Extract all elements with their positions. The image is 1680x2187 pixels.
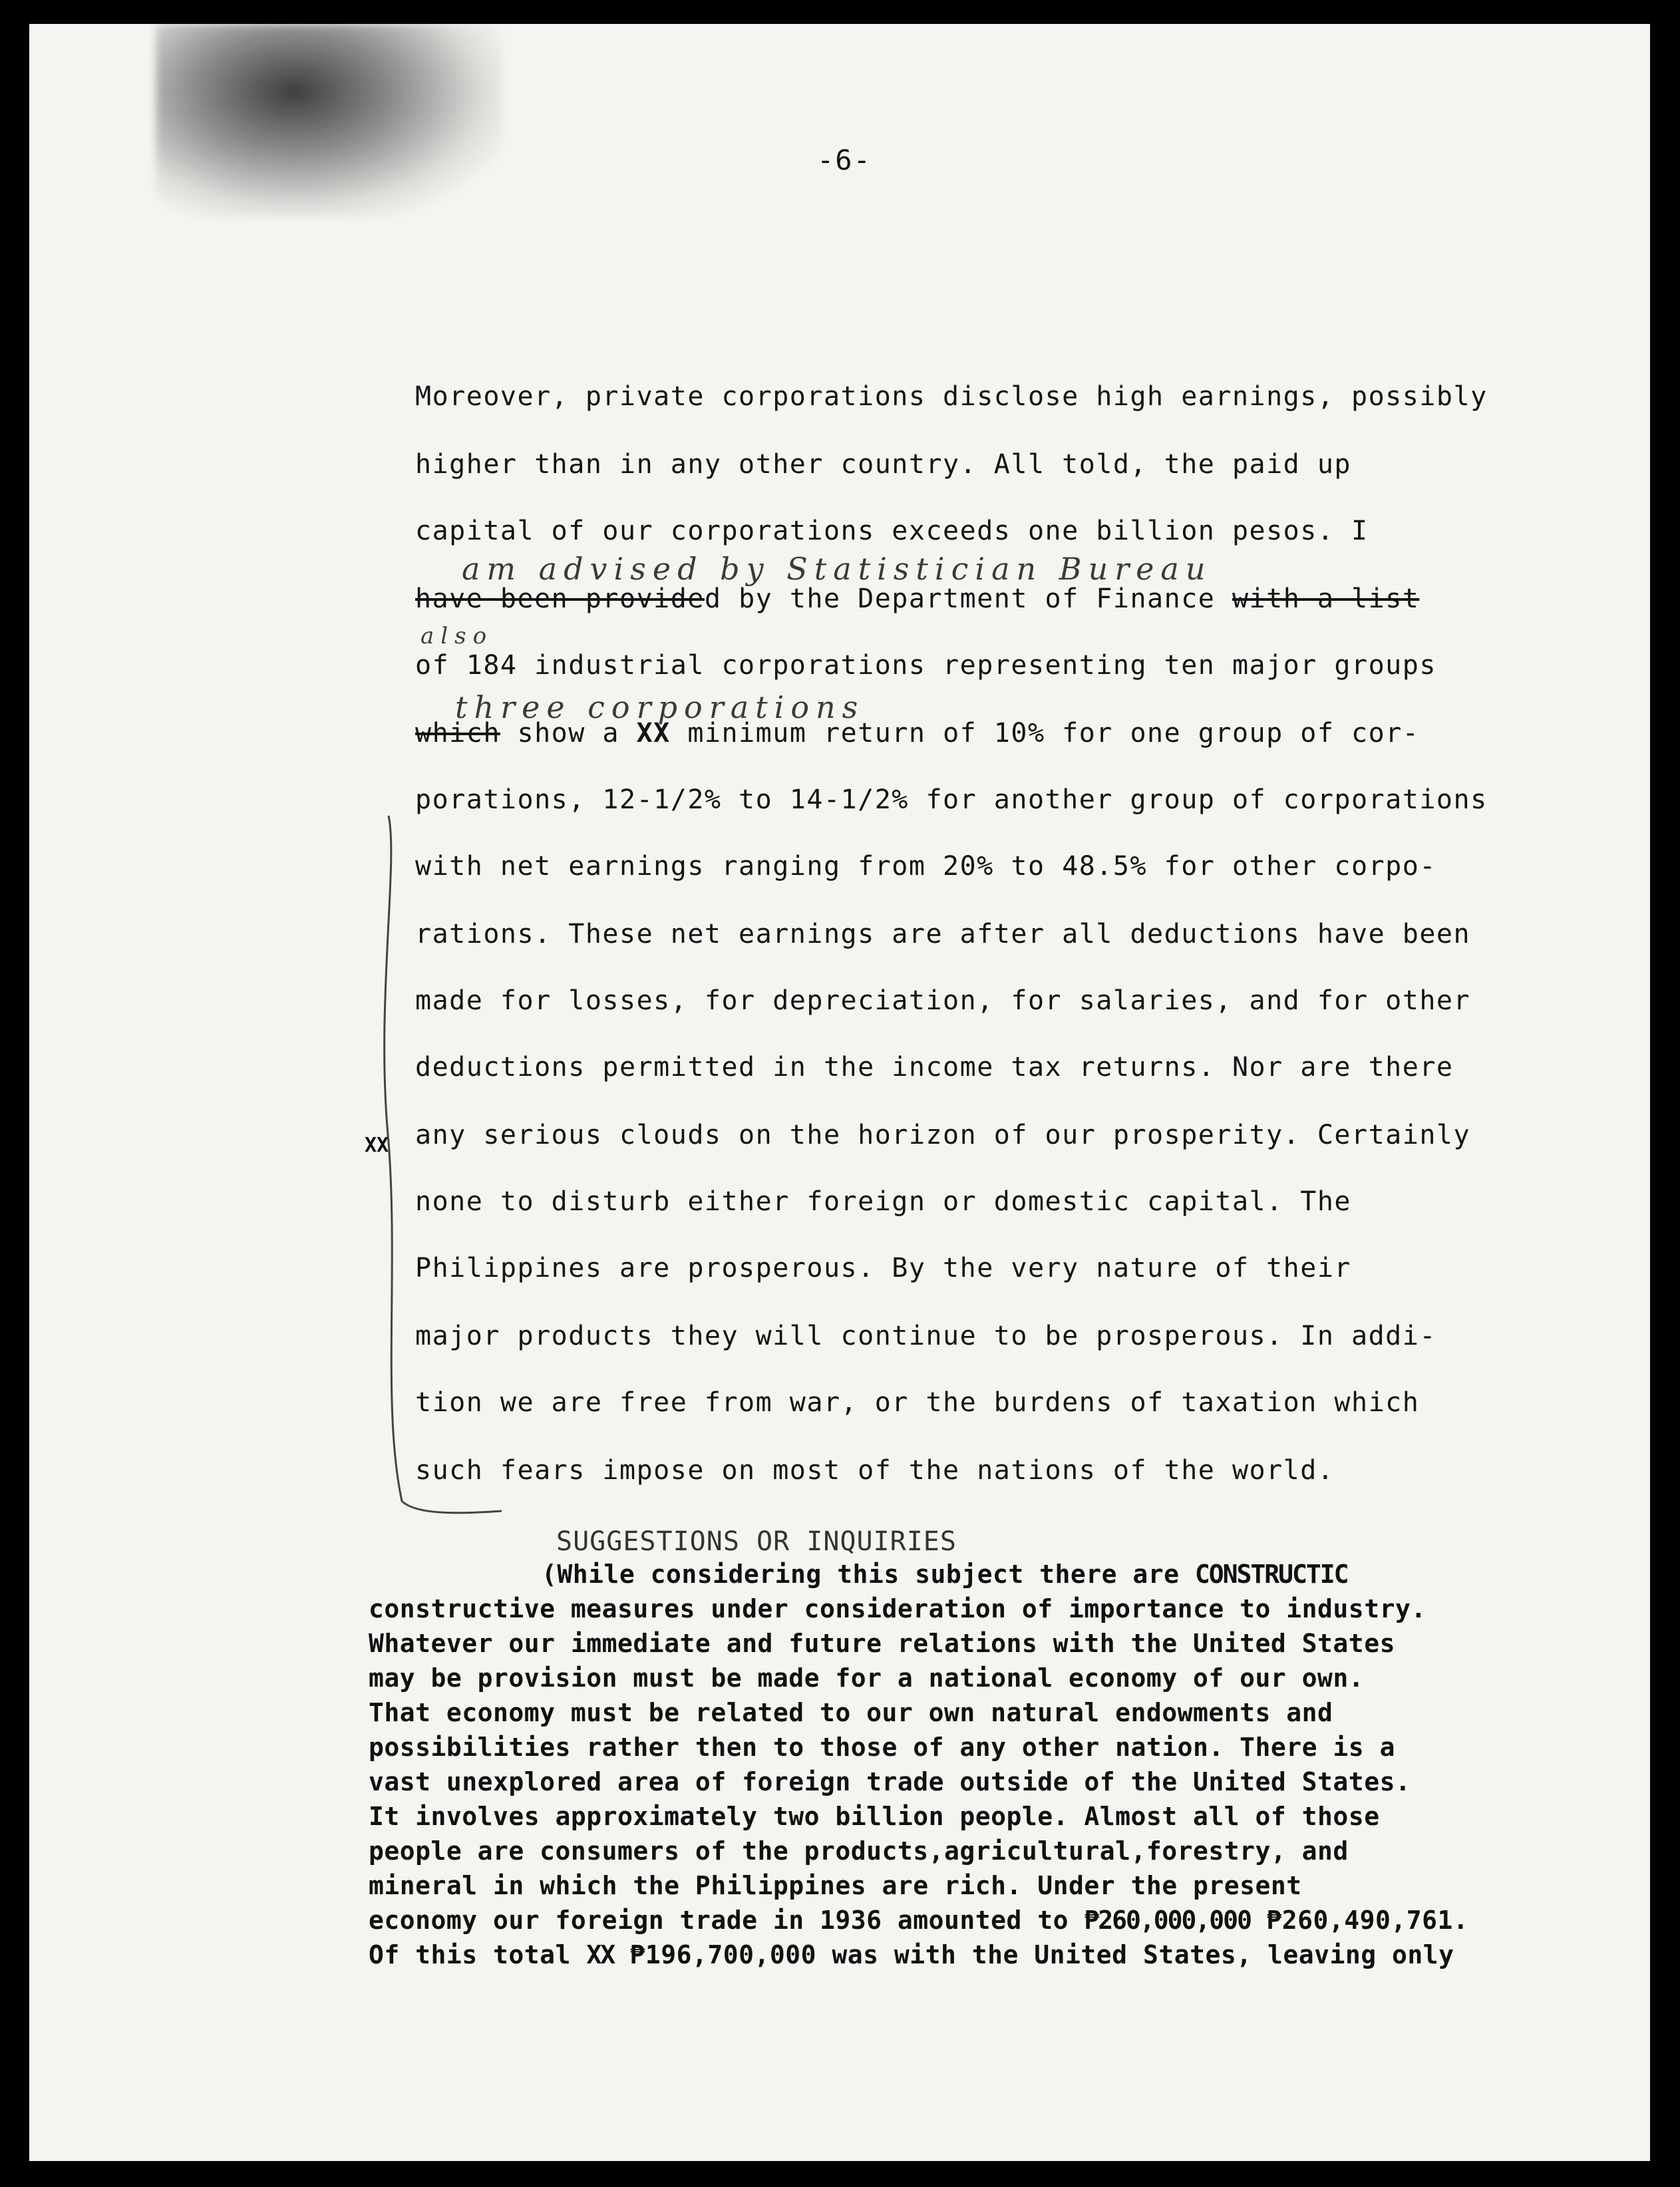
body-line: capital of our corporations exceeds one billion pesos. I [415, 516, 1369, 546]
section-line: It involves approximately two billion people. Almost all of those [369, 1802, 1380, 1831]
body-line: any serious clouds on the horizon of our prosperity. Certainly [415, 1120, 1471, 1150]
body-line: rations. These net earnings are after all deductions have been [415, 919, 1471, 949]
body-line: with net earnings ranging from 20% to 48.5% for other corpo- [415, 851, 1436, 882]
body-line: Moreover, private corporations disclose high earnings, possibly [415, 381, 1488, 412]
handwritten-annotation: three corporations [455, 689, 865, 725]
section-line: may be provision must be made for a national economy of our own. [369, 1663, 1365, 1693]
section-line: That economy must be related to our own natural endowments and [369, 1698, 1333, 1727]
body-line: which show a XX minimum return of 10% for one group of cor- [415, 718, 1420, 749]
section-line: possibilities rather then to those of any other nation. There is a [369, 1733, 1395, 1762]
section-line: people are consumers of the products,agricultural,forestry, and [369, 1836, 1349, 1866]
body-line: of 184 industrial corporations representing ten major groups [415, 650, 1436, 681]
section-line: constructive measures under consideration of importance to industry. [369, 1594, 1427, 1623]
margin-mark: XX [365, 1134, 389, 1157]
section-line: Of this total XX ₱196,700,000 was with the United States, leaving only [369, 1940, 1454, 1969]
body-line: Philippines are prosperous. By the very nature of their [415, 1253, 1352, 1283]
section-heading: SUGGESTIONS OR INQUIRIES [556, 1526, 957, 1557]
body-line: porations, 12-1/2% to 14-1/2% for another group of corporations [415, 784, 1488, 815]
section-line: mineral in which the Philippines are rich. Under the present [369, 1871, 1302, 1900]
body-line: tion we are free from war, or the burdens of taxation which [415, 1387, 1420, 1418]
section-line: Whatever our immediate and future relations with the United States [369, 1629, 1395, 1658]
document-page [29, 24, 1650, 2161]
section-line: vast unexplored area of foreign trade outside of the United States. [369, 1767, 1411, 1796]
body-line: made for losses, for depreciation, for salaries, and for other [415, 985, 1471, 1016]
ink-smudge [156, 24, 502, 217]
body-line: have been provided by the Department of Finance with a list [415, 584, 1420, 614]
struck-word: XX [636, 718, 671, 749]
body-line: none to disturb either foreign or domestic capital. The [415, 1186, 1352, 1217]
body-line: major products they will continue to be prosperous. In addi- [415, 1321, 1436, 1351]
struck-word: CONSTRUCTIC [1194, 1560, 1348, 1589]
body-line: deductions permitted in the income tax returns. Nor are there [415, 1052, 1454, 1083]
body-line: higher than in any other country. All told, the paid up [415, 449, 1352, 480]
section-line: economy our foreign trade in 1936 amounted to ₱260,000,000 ₱260,490,761. [369, 1906, 1469, 1935]
handwritten-annotation: also [420, 623, 494, 649]
handwritten-annotation: am advised by Statistician Bureau [462, 551, 1212, 587]
body-line: such fears impose on most of the nations of the world. [415, 1455, 1335, 1486]
struck-word: ₱260,000,000 [1084, 1906, 1251, 1935]
section-line: (While considering this subject there are CONSTRUCTIC [542, 1560, 1348, 1589]
page-number: -6- [817, 144, 872, 176]
